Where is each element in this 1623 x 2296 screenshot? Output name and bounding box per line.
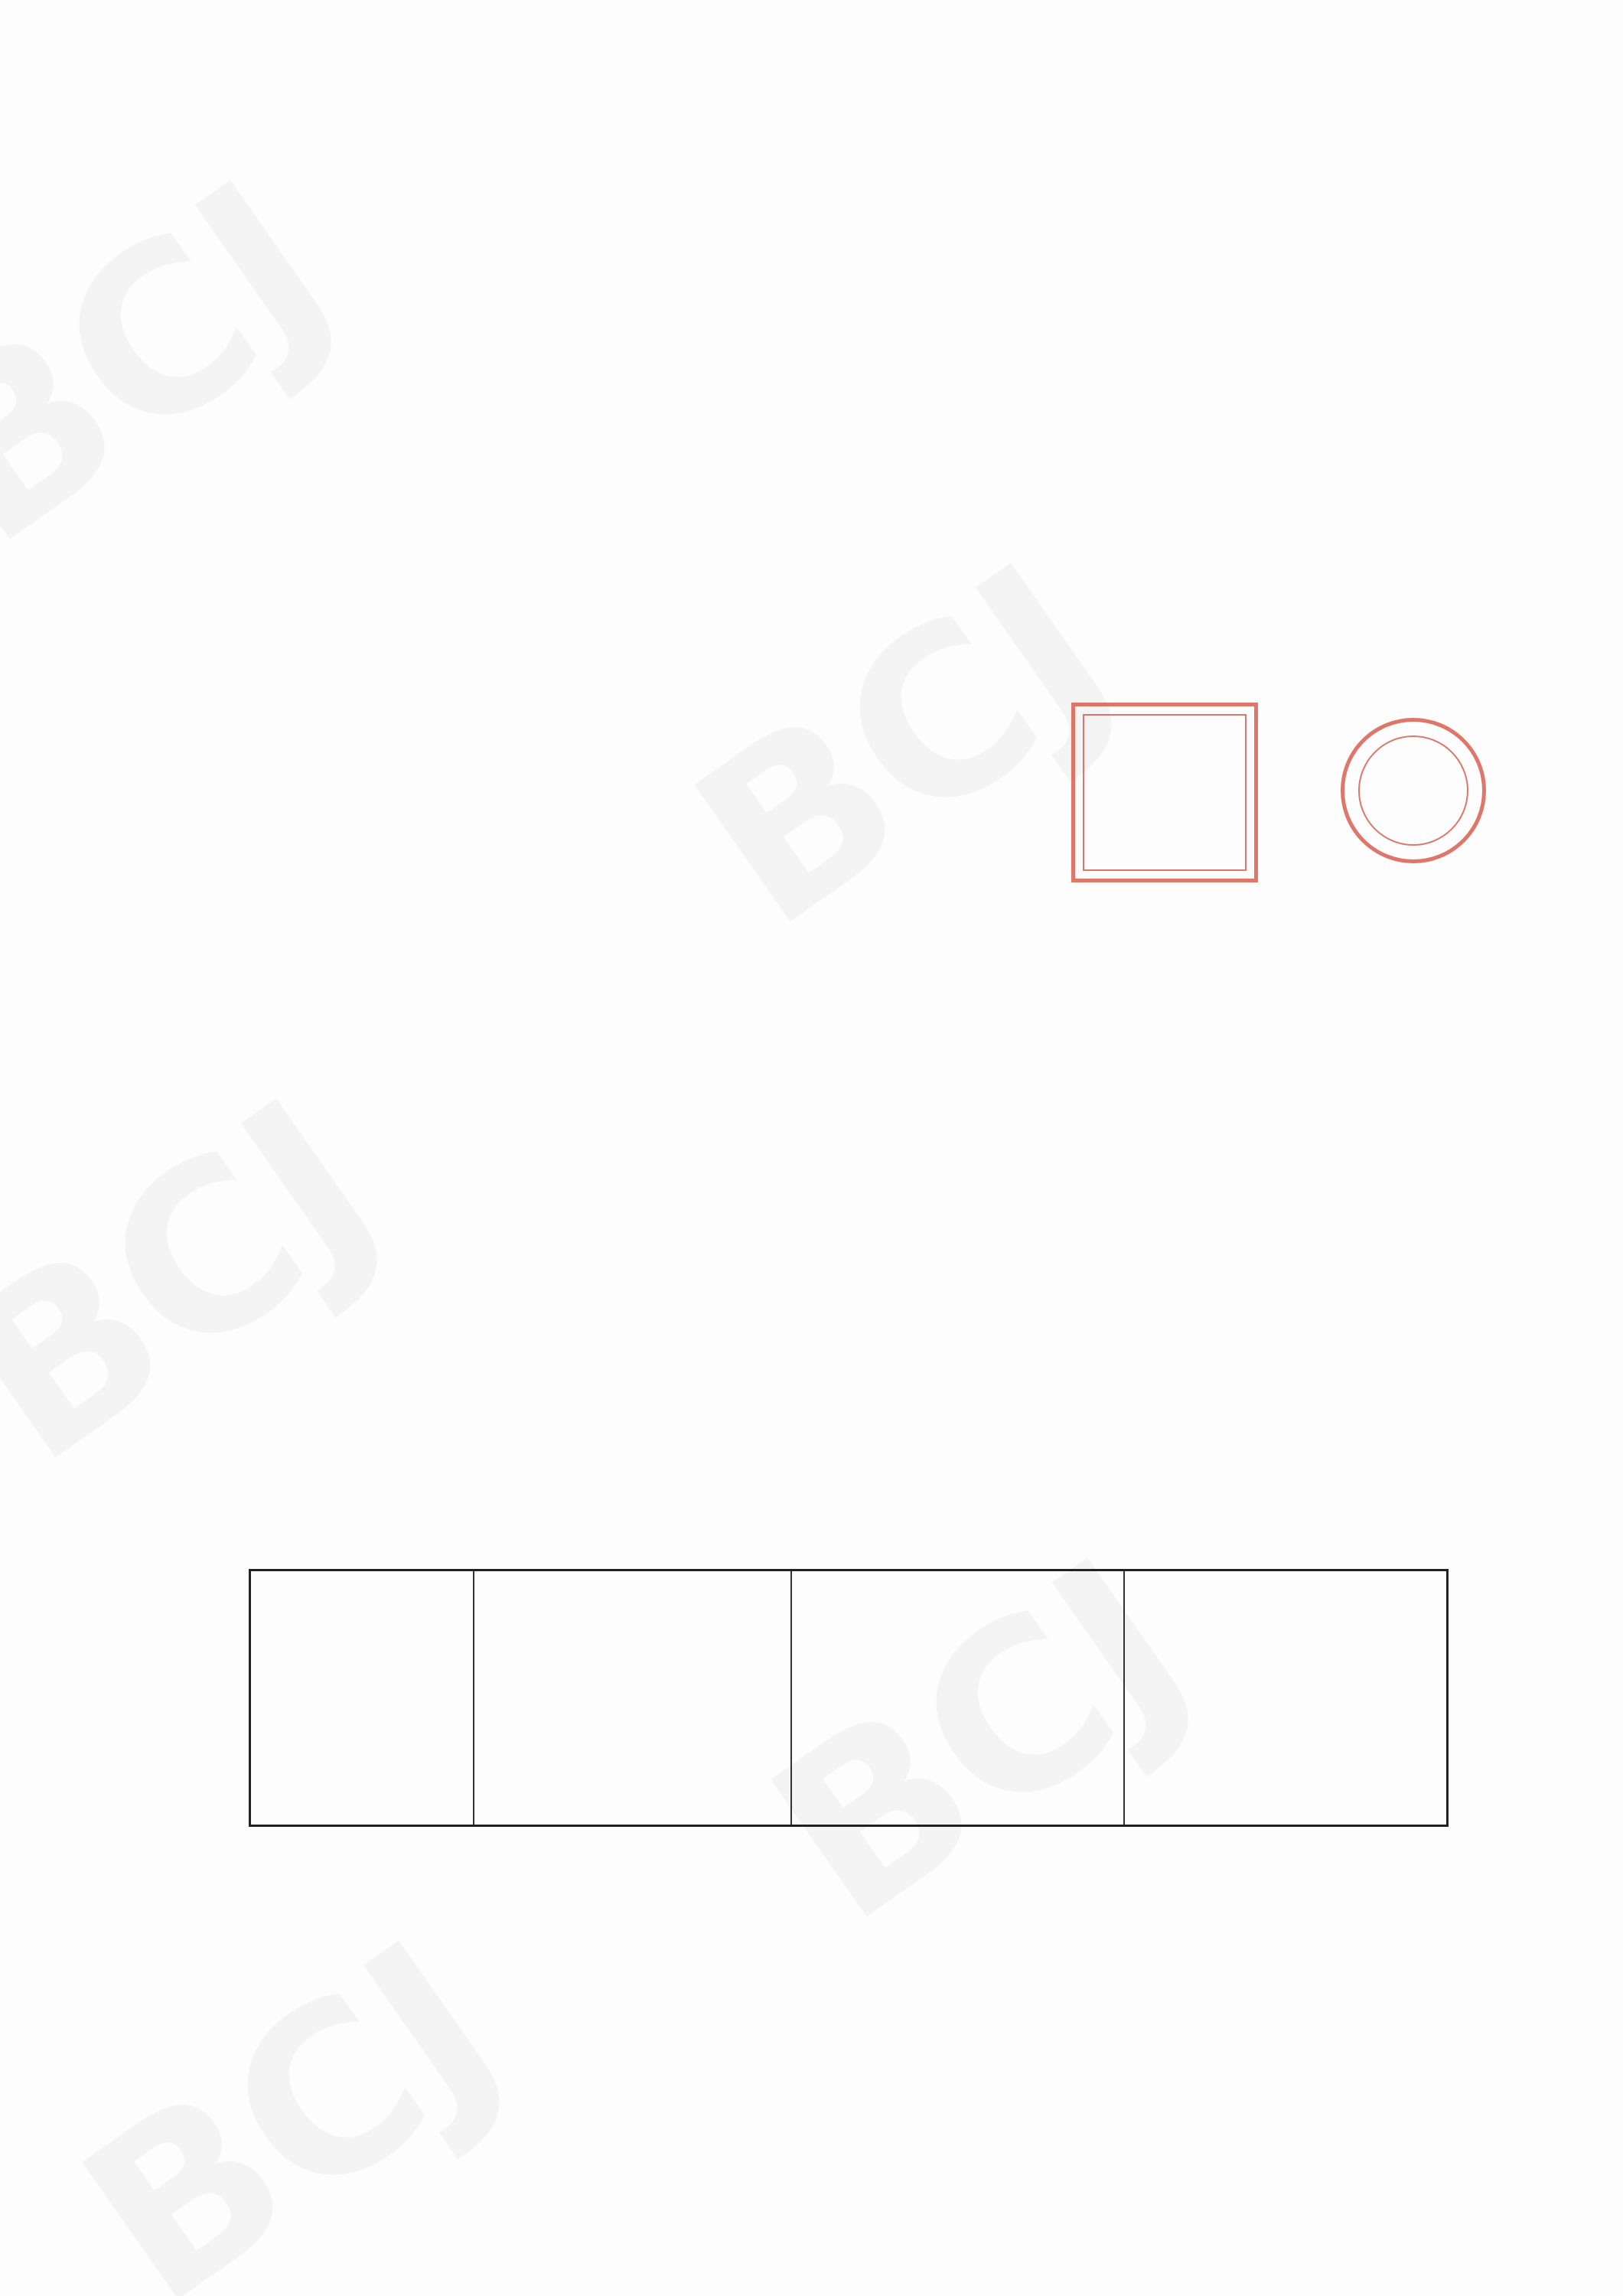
- background-watermark: [0, 131, 375, 595]
- spec-table: [249, 1569, 1449, 1827]
- official-seal-stamp: [1071, 703, 1258, 882]
- background-watermark: [39, 1891, 543, 2296]
- background-watermark: [0, 1049, 421, 1514]
- round-seal-stamp: [1341, 718, 1486, 863]
